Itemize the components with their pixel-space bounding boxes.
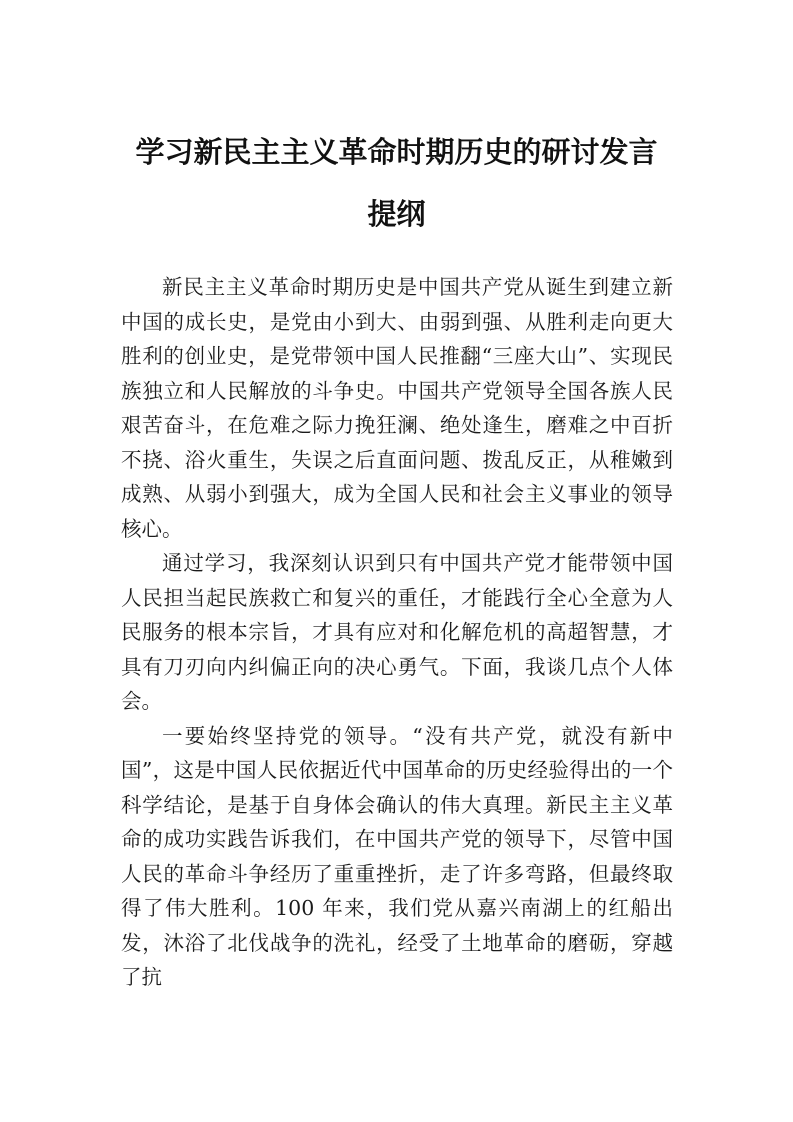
document-title-continued: 提纲 (367, 197, 426, 231)
paragraph-understanding: 通过学习，我深刻认识到只有中国共产党才能带领中国人民担当起民族救亡和复兴的重任，才能践行全心全意为人民服务的根本宗旨，才具有应对和化解危机的高超智慧，才具有刀刃向内纠偏正向的决心勇气。下面，我谈几点个人体会。 (121, 551, 673, 713)
document-body (121, 270, 673, 995)
paragraph-point-one: 一要始终坚持党的领导。“没有共产党，就没有新中国”，这是中国人民依据近代中国革命的历史经验得出的一个科学结论，是基于自身体会确认的伟大真理。新民主主义革命的成功实践告诉我们，在中国共产党的领导下，尽管中国人民的革命斗争经历了重重挫折，走了许多弯路，但最终取得了伟大胜利。100 年来，我们党从嘉兴南湖上的红船出发，沐浴了北伐战争的洗礼，经受了土地革命的磨砺，穿越了抗 (121, 723, 673, 989)
document-title: 学习新民主主义革命时期历史的研讨发言 (135, 135, 658, 169)
paragraph-intro: 新民主主义革命时期历史是中国共产党从诞生到建立新中国的成长史，是党由小到大、由弱到强、从胜利走向更大胜利的创业史，是党带领中国人民推翻“三座大山”、实现民族独立和人民解放的斗争史。中国共产党领导全国各族人民艰苦奋斗，在危难之际力挽狂澜、绝处逢生，磨难之中百折不挠、浴火重生，失误之后直面问题、拨乱反正，从稚嫩到成熟、从弱小到强大，成为全国人民和社会主义事业的领导核心。 (121, 275, 673, 541)
